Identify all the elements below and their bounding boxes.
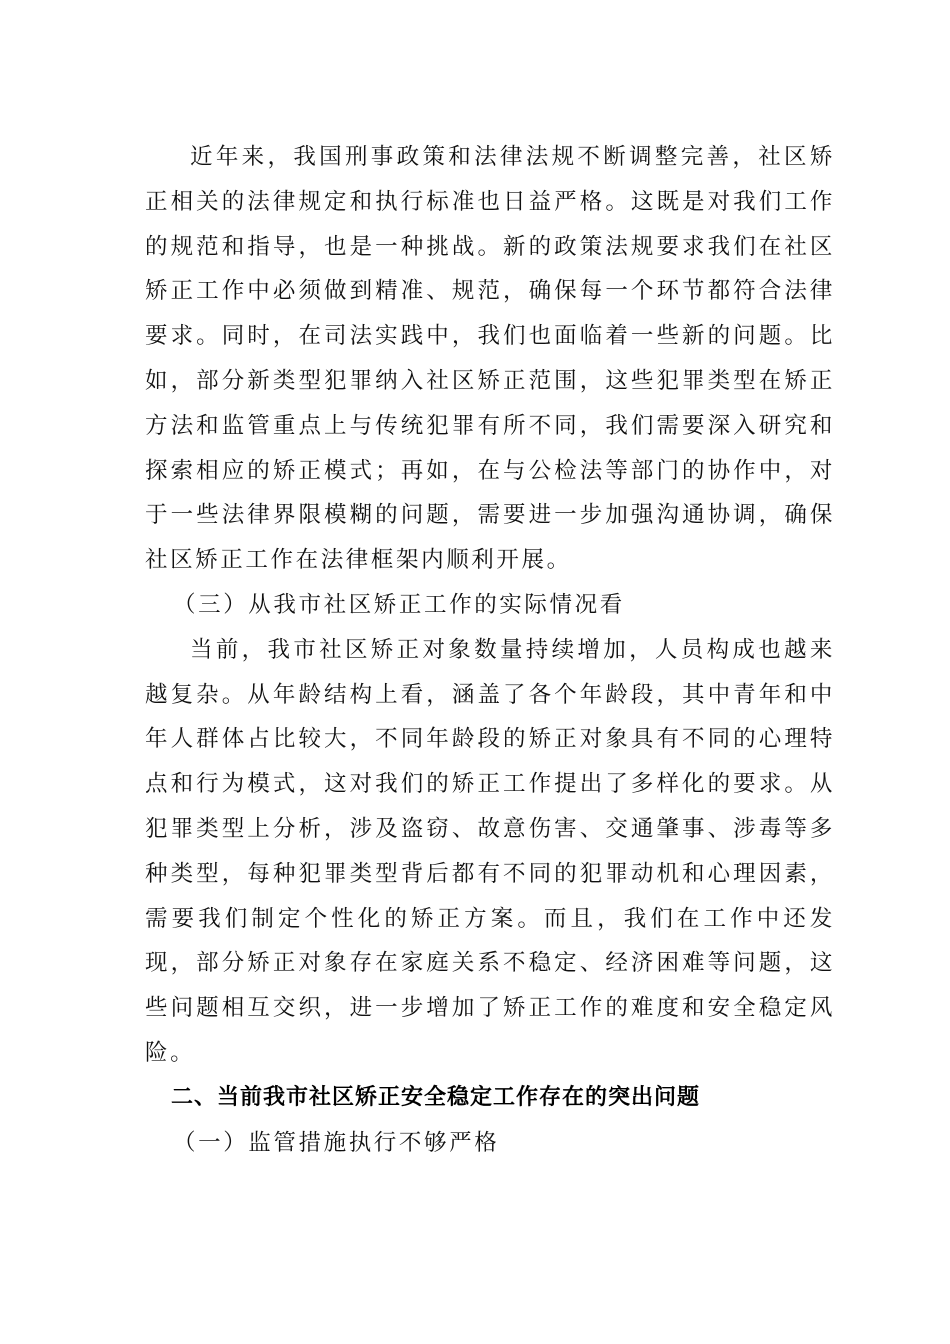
body-paragraph: 近年来，我国刑事政策和法律法规不断调整完善，社区矫正相关的法律规定和执行标准也日益严格。这既是对我们工作的规范和指导，也是一种挑战。新的政策法规要求我们在社区矫正工作中必须做到精准、规范，确保每一个环节都符合法律要求。同时，在司法实践中，我们也面临着一些新的问题。比如，部分新类型犯罪纳入社区矫正范围，这些犯罪类型在矫正方法和监管重点上与传统犯罪有所不同，我们需要深入研究和探索相应的矫正模式；再如，在与公检法等部门的协作中，对于一些法律界限模糊的问题，需要进一步加强沟通协调，确保社区矫正工作在法律框架内顺利开展。 [145,144,835,574]
section-subheading: （三）从我市社区矫正工作的实际情况看 [173,591,625,618]
body-paragraph: 当前，我市社区矫正对象数量持续增加，人员构成也越来越复杂。从年龄结构上看，涵盖了各个年龄段，其中青年和中年人群体占比较大，不同年龄段的矫正对象具有不同的心理特点和行为模式，这对我们的矫正工作提出了多样化的要求。从犯罪类型上分析，涉及盗窃、故意伤害、交通肇事、涉毒等多种类型，每种犯罪类型背后都有不同的犯罪动机和心理因素，需要我们制定个性化的矫正方案。而且，我们在工作中还发现，部分矫正对象存在家庭关系不稳定、经济困难等问题，这些问题相互交织，进一步增加了矫正工作的难度和安全稳定风险。 [145,636,835,1066]
document-body [145,135,835,1165]
section-heading: 二、当前我市社区矫正安全稳定工作存在的突出问题 [171,1084,701,1110]
section-subheading: （一）监管措施执行不够严格 [173,1129,500,1156]
